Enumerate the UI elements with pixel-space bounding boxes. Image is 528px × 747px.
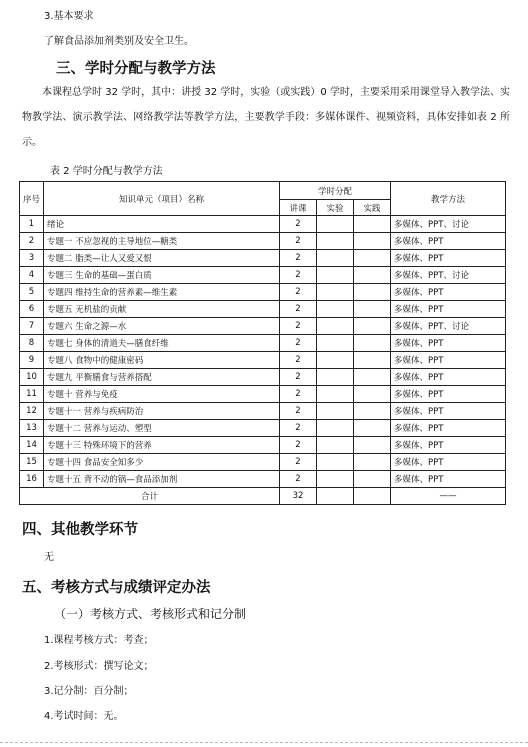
row-lecture-hours: 2 [280, 335, 317, 352]
row-experiment-hours [317, 420, 354, 437]
table-row [20, 250, 506, 267]
row-seq: 16 [20, 471, 44, 488]
total-experiment [317, 488, 354, 505]
row-lecture-hours: 2 [280, 386, 317, 403]
row-lecture-hours: 2 [280, 437, 317, 454]
row-experiment-hours [317, 301, 354, 318]
row-experiment-hours [317, 352, 354, 369]
table-row [20, 318, 506, 335]
row-seq: 10 [20, 369, 44, 386]
header-experiment: 实验 [317, 200, 354, 216]
section-5-title: 五、考核方式与成绩评定办法 [22, 580, 211, 596]
header-lecture: 讲课 [280, 200, 317, 216]
assessment-item: 2.考核形式：撰写论文； [44, 661, 154, 672]
row-seq: 3 [20, 250, 44, 267]
requirements-heading: 3.基本要求 [44, 11, 94, 22]
row-experiment-hours [317, 386, 354, 403]
row-unit-name: 绪论 [44, 216, 280, 233]
row-practice-hours [354, 454, 391, 471]
row-experiment-hours [317, 403, 354, 420]
table-row [20, 233, 506, 250]
row-practice-hours [354, 471, 391, 488]
row-seq: 11 [20, 386, 44, 403]
row-unit-name: 专题十五 背不动的锅—食品添加剂 [44, 471, 280, 488]
row-unit-name: 专题七 身体的清道夫—膳食纤维 [44, 335, 280, 352]
row-seq: 8 [20, 335, 44, 352]
row-practice-hours [354, 284, 391, 301]
row-lecture-hours: 2 [280, 267, 317, 284]
row-lecture-hours: 2 [280, 471, 317, 488]
total-method: —— [391, 488, 506, 505]
row-lecture-hours: 2 [280, 420, 317, 437]
row-seq: 4 [20, 267, 44, 284]
section-4-title: 四、其他教学环节 [22, 522, 138, 538]
table-row [20, 454, 506, 471]
row-unit-name: 专题十二 营养与运动、塑型 [44, 420, 280, 437]
row-practice-hours [354, 267, 391, 284]
row-unit-name: 专题十 营养与免疫 [44, 386, 280, 403]
table-total-row [20, 488, 506, 505]
row-teaching-method: 多媒体、PPT [391, 454, 506, 471]
table-row [20, 267, 506, 284]
row-experiment-hours [317, 284, 354, 301]
row-practice-hours [354, 335, 391, 352]
row-experiment-hours [317, 318, 354, 335]
row-unit-name: 专题五 无机盐的贡献 [44, 301, 280, 318]
section-3-title: 三、学时分配与教学方法 [56, 61, 216, 77]
row-seq: 12 [20, 403, 44, 420]
assessment-item: 4.考试时间：无。 [44, 711, 124, 722]
row-practice-hours [354, 369, 391, 386]
row-unit-name: 专题四 维持生命的营养素—维生素 [44, 284, 280, 301]
row-teaching-method: 多媒体、PPT [391, 403, 506, 420]
row-practice-hours [354, 386, 391, 403]
table-row [20, 301, 506, 318]
row-teaching-method: 多媒体、PPT [391, 284, 506, 301]
row-practice-hours [354, 420, 391, 437]
total-lecture: 32 [280, 488, 317, 505]
total-practice [354, 488, 391, 505]
row-practice-hours [354, 216, 391, 233]
row-experiment-hours [317, 233, 354, 250]
row-unit-name: 专题九 平衡膳食与营养搭配 [44, 369, 280, 386]
row-experiment-hours [317, 471, 354, 488]
row-teaching-method: 多媒体、PPT [391, 233, 506, 250]
requirements-text: 了解食品添加剂类别及安全卫生。 [44, 36, 194, 47]
row-lecture-hours: 2 [280, 284, 317, 301]
header-teaching-method: 教学方法 [391, 182, 506, 216]
table-row [20, 437, 506, 454]
row-seq: 9 [20, 352, 44, 369]
row-seq: 2 [20, 233, 44, 250]
row-teaching-method: 多媒体、PPT [391, 471, 506, 488]
section-4-text: 无 [44, 552, 54, 563]
row-teaching-method: 多媒体、PPT [391, 335, 506, 352]
row-lecture-hours: 2 [280, 301, 317, 318]
row-seq: 5 [20, 284, 44, 301]
row-seq: 15 [20, 454, 44, 471]
row-teaching-method: 多媒体、PPT [391, 250, 506, 267]
table-row [20, 352, 506, 369]
row-teaching-method: 多媒体、PPT [391, 369, 506, 386]
row-unit-name: 专题三 生命的基础—蛋白质 [44, 267, 280, 284]
header-unit-name: 知识单元（项目）名称 [44, 182, 280, 216]
table-row [20, 369, 506, 386]
row-unit-name: 专题十四 食品安全知多少 [44, 454, 280, 471]
row-practice-hours [354, 233, 391, 250]
row-seq: 13 [20, 420, 44, 437]
row-seq: 14 [20, 437, 44, 454]
table-row [20, 335, 506, 352]
row-lecture-hours: 2 [280, 250, 317, 267]
row-practice-hours [354, 301, 391, 318]
row-lecture-hours: 2 [280, 403, 317, 420]
table-row [20, 420, 506, 437]
row-practice-hours [354, 318, 391, 335]
table-row [20, 386, 506, 403]
row-unit-name: 专题十一 营养与疾病防治 [44, 403, 280, 420]
hours-allocation-table [19, 181, 506, 505]
row-teaching-method: 多媒体、PPT [391, 437, 506, 454]
section-3-paragraph: 本课程总学时 32 学时，其中：讲授 32 学时，实验（或实践）0 学时，主要采用采用课堂导入教学法、实物教学法、演示教学法、网络教学法等教学方法，主要教学手段：多媒体课件、视频资料，具体安排如表 2 所示。 [22, 87, 510, 148]
row-unit-name: 专题一 不应忽视的主导地位—糖类 [44, 233, 280, 250]
row-experiment-hours [317, 216, 354, 233]
row-teaching-method: 多媒体、PPT、讨论 [391, 267, 506, 284]
row-practice-hours [354, 352, 391, 369]
header-practice: 实践 [354, 200, 391, 216]
row-teaching-method: 多媒体、PPT、讨论 [391, 216, 506, 233]
row-experiment-hours [317, 369, 354, 386]
total-label: 合计 [20, 488, 280, 505]
assessment-item: 1.课程考核方式：考查； [44, 635, 154, 646]
row-teaching-method: 多媒体、PPT、讨论 [391, 318, 506, 335]
row-teaching-method: 多媒体、PPT [391, 420, 506, 437]
row-lecture-hours: 2 [280, 233, 317, 250]
page-bottom-divider [0, 742, 528, 743]
row-unit-name: 专题二 脂类—让人又爱又恨 [44, 250, 280, 267]
row-lecture-hours: 2 [280, 454, 317, 471]
row-unit-name: 专题八 食物中的健康密码 [44, 352, 280, 369]
row-lecture-hours: 2 [280, 352, 317, 369]
row-teaching-method: 多媒体、PPT [391, 352, 506, 369]
header-hours-group: 学时分配 [280, 182, 391, 200]
header-seq: 序号 [20, 182, 44, 216]
row-seq: 7 [20, 318, 44, 335]
row-lecture-hours: 2 [280, 318, 317, 335]
assessment-item: 3.记分制：百分制； [44, 686, 134, 697]
row-practice-hours [354, 250, 391, 267]
section-5-subtitle: （一）考核方式、考核形式和记分制 [54, 607, 247, 621]
row-practice-hours [354, 437, 391, 454]
row-lecture-hours: 2 [280, 369, 317, 386]
row-experiment-hours [317, 267, 354, 284]
row-experiment-hours [317, 454, 354, 471]
row-experiment-hours [317, 437, 354, 454]
table-row [20, 284, 506, 301]
row-unit-name: 专题六 生命之源—水 [44, 318, 280, 335]
row-teaching-method: 多媒体、PPT [391, 386, 506, 403]
row-seq: 6 [20, 301, 44, 318]
row-teaching-method: 多媒体、PPT [391, 301, 506, 318]
row-unit-name: 专题十三 特殊环境下的营养 [44, 437, 280, 454]
table-row [20, 403, 506, 420]
row-experiment-hours [317, 335, 354, 352]
row-seq: 1 [20, 216, 44, 233]
table-row [20, 216, 506, 233]
table-caption: 表 2 学时分配与教学方法 [50, 166, 163, 177]
row-lecture-hours: 2 [280, 216, 317, 233]
row-practice-hours [354, 403, 391, 420]
table-row [20, 471, 506, 488]
row-experiment-hours [317, 250, 354, 267]
